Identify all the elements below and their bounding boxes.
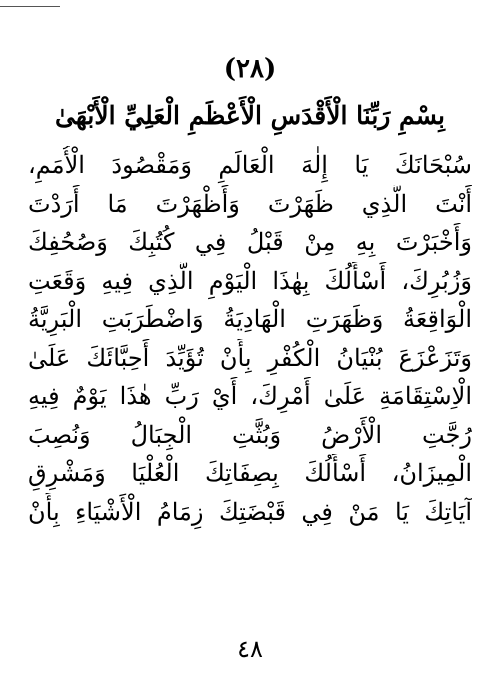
prayer-line: الْوَاقِعَةُ وَظَهَرَتِ الْهَادِيَةُ وَاضْطَرَبَتِ الْبَرِيَّةُ <box>28 305 472 333</box>
prayer-line: الْاِسْتِقَامَةِ عَلَىٰ أَمْرِكَ، أَيْ رَبِّ هٰذَا يَوْمٌ فِيهِ <box>28 382 472 410</box>
prayer-line: وَزُبُرِكَ، أَسْأَلُكَ بِهٰذَا الْيَوْمِ الَّذِي فِيهِ وَقَعَتِ <box>28 266 472 295</box>
prayer-body <box>28 146 472 531</box>
prayer-line: الْمِيزَانُ، أَسْأَلُكَ بِصِفَاتِكَ الْعُلْيَا وَمَشْرِقِ <box>28 459 472 487</box>
section-number: (٢٨) <box>223 54 277 84</box>
page-number: ٤٨ <box>237 635 263 663</box>
prayer-line: وَأَخْبَرْتَ بِهِ مِنْ قَبْلُ فِي كُتُبِكَ وَصُحُفِكَ <box>28 228 472 256</box>
prayer-heading: بِسْمِ رَبِّنَا الْأَقْدَسِ الْأَعْظَمِ الْعَلِيِّ الْأَبْهَىٰ <box>55 101 445 130</box>
top-rule <box>0 6 60 7</box>
prayer-line: وَتَزَعْزَعَ بُنْيَانُ الْكُفْرِ بِأَنْ تُؤَيِّدَ أَحِبَّائَكَ عَلَىٰ <box>28 343 472 372</box>
prayer-line: آيَاتِكَ يَا مَنْ فِي قَبْضَتِكَ زِمَامُ الْأَشْيَاءِ بِأَنْ <box>28 497 472 526</box>
prayer-line: أَنْتَ الَّذِي ظَهَرْتَ وَأَظْهَرْتَ مَا أَرَدْتَ <box>28 189 472 218</box>
prayer-line: سُبْحَانَكَ يَا إِلٰهَ الْعَالَمِ وَمَقْصُودَ الْأُمَمِ، <box>28 151 472 179</box>
prayer-line: رُجَّتِ الْأَرْضُ وَبُثَّتِ الْجِبَالُ وَنُصِبَ <box>28 420 472 449</box>
